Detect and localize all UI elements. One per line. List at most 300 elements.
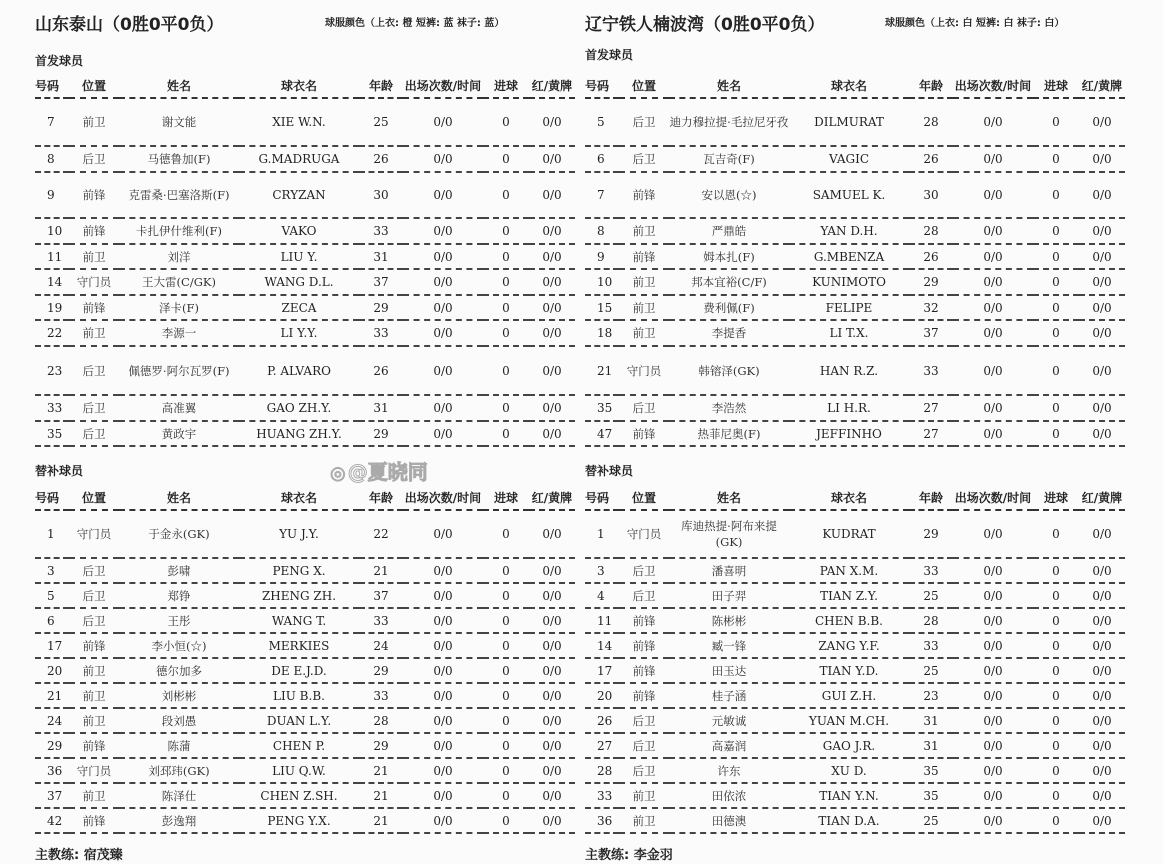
player-row xyxy=(585,708,1125,733)
away-subs-table xyxy=(585,486,1125,834)
player-cards: 0/0 xyxy=(529,758,575,783)
player-name: 德尔加多 xyxy=(119,658,239,683)
player-shirt-name: YUAN M.CH. xyxy=(789,708,909,733)
player-number: 20 xyxy=(35,658,69,683)
player-goals: 0 xyxy=(1033,269,1079,295)
player-shirt-name: WANG T. xyxy=(239,608,359,633)
player-goals: 0 xyxy=(483,218,529,244)
player-number: 4 xyxy=(585,583,619,608)
player-goals: 0 xyxy=(483,269,529,295)
player-row xyxy=(35,683,575,708)
player-row xyxy=(585,295,1125,320)
player-position: 后卫 xyxy=(69,146,119,172)
player-goals: 0 xyxy=(483,633,529,658)
player-name: 克雷桑·巴塞洛斯(F) xyxy=(119,172,239,218)
player-position: 前锋 xyxy=(69,733,119,758)
player-row xyxy=(35,395,575,421)
player-number: 22 xyxy=(35,320,69,346)
player-number: 33 xyxy=(585,783,619,808)
player-row xyxy=(35,421,575,446)
col-header-position: 位置 xyxy=(69,74,119,98)
player-position: 前锋 xyxy=(619,683,669,708)
player-number: 14 xyxy=(585,633,619,658)
player-age: 33 xyxy=(359,218,403,244)
player-number: 7 xyxy=(35,98,69,146)
player-shirt-name: CHEN Z.SH. xyxy=(239,783,359,808)
player-age: 26 xyxy=(359,146,403,172)
player-appearances: 0/0 xyxy=(953,395,1033,421)
player-row xyxy=(35,172,575,218)
player-row xyxy=(585,558,1125,583)
player-goals: 0 xyxy=(483,244,529,269)
player-name: 韩镕泽(GK) xyxy=(669,346,789,395)
player-appearances: 0/0 xyxy=(953,758,1033,783)
player-appearances: 0/0 xyxy=(953,708,1033,733)
player-position: 后卫 xyxy=(69,558,119,583)
col-header-appearances: 出场次数/时间 xyxy=(403,74,483,98)
player-appearances: 0/0 xyxy=(403,733,483,758)
player-row xyxy=(585,244,1125,269)
col-header-number: 号码 xyxy=(35,486,69,510)
player-appearances: 0/0 xyxy=(403,658,483,683)
col-header-age: 年龄 xyxy=(359,486,403,510)
player-age: 30 xyxy=(359,172,403,218)
player-name: 田依浓 xyxy=(669,783,789,808)
player-number: 9 xyxy=(35,172,69,218)
player-name: 李源一 xyxy=(119,320,239,346)
player-age: 33 xyxy=(909,558,953,583)
player-age: 28 xyxy=(909,608,953,633)
player-row xyxy=(585,608,1125,633)
player-cards: 0/0 xyxy=(529,218,575,244)
player-number: 3 xyxy=(35,558,69,583)
player-position: 前锋 xyxy=(619,658,669,683)
watermark-text: @夏晓同 xyxy=(347,460,428,484)
player-number: 36 xyxy=(35,758,69,783)
col-header-cards: 红/黄牌 xyxy=(1079,486,1125,510)
player-name: 泽卡(F) xyxy=(119,295,239,320)
player-row xyxy=(585,146,1125,172)
player-appearances: 0/0 xyxy=(953,658,1033,683)
player-name: 邦本宜裕(C/F) xyxy=(669,269,789,295)
header-row xyxy=(35,486,575,510)
player-name: 田玉达 xyxy=(669,658,789,683)
player-goals: 0 xyxy=(1033,633,1079,658)
player-number: 33 xyxy=(35,395,69,421)
player-name: 元敏诚 xyxy=(669,708,789,733)
player-age: 28 xyxy=(909,218,953,244)
player-name: 陈彬彬 xyxy=(669,608,789,633)
player-position: 前锋 xyxy=(69,172,119,218)
player-shirt-name: ZANG Y.F. xyxy=(789,633,909,658)
player-goals: 0 xyxy=(483,172,529,218)
player-name: 佩德罗·阿尔瓦罗(F) xyxy=(119,346,239,395)
player-row xyxy=(585,395,1125,421)
player-position: 前卫 xyxy=(619,783,669,808)
player-age: 25 xyxy=(909,583,953,608)
player-cards: 0/0 xyxy=(529,98,575,146)
player-number: 18 xyxy=(585,320,619,346)
player-row xyxy=(585,683,1125,708)
player-cards: 0/0 xyxy=(1079,783,1125,808)
player-cards: 0/0 xyxy=(1079,633,1125,658)
player-name: 彭啸 xyxy=(119,558,239,583)
player-name: 郑铮 xyxy=(119,583,239,608)
player-shirt-name: VAKO xyxy=(239,218,359,244)
player-appearances: 0/0 xyxy=(953,733,1033,758)
player-name: 于金永(GK) xyxy=(119,510,239,558)
player-shirt-name: TIAN Y.D. xyxy=(789,658,909,683)
player-number: 1 xyxy=(585,510,619,558)
player-goals: 0 xyxy=(483,758,529,783)
player-age: 26 xyxy=(359,346,403,395)
player-age: 35 xyxy=(909,783,953,808)
col-header-cards: 红/黄牌 xyxy=(1079,74,1125,98)
col-header-shirt-name: 球衣名 xyxy=(789,486,909,510)
player-shirt-name: CHEN B.B. xyxy=(789,608,909,633)
player-age: 33 xyxy=(909,346,953,395)
player-goals: 0 xyxy=(1033,783,1079,808)
player-cards: 0/0 xyxy=(529,608,575,633)
player-goals: 0 xyxy=(1033,583,1079,608)
player-cards: 0/0 xyxy=(1079,658,1125,683)
player-position: 前卫 xyxy=(69,658,119,683)
player-name: 马德鲁加(F) xyxy=(119,146,239,172)
player-name: 热菲尼奥(F) xyxy=(669,421,789,446)
home-subs-table xyxy=(35,486,575,834)
player-number: 8 xyxy=(35,146,69,172)
player-position: 后卫 xyxy=(69,583,119,608)
player-position: 后卫 xyxy=(619,98,669,146)
player-row xyxy=(585,733,1125,758)
player-shirt-name: YAN D.H. xyxy=(789,218,909,244)
player-number: 6 xyxy=(585,146,619,172)
player-row xyxy=(35,244,575,269)
player-position: 前锋 xyxy=(69,633,119,658)
player-shirt-name: TIAN Z.Y. xyxy=(789,583,909,608)
player-goals: 0 xyxy=(483,783,529,808)
player-position: 前卫 xyxy=(69,683,119,708)
player-cards: 0/0 xyxy=(529,269,575,295)
col-header-goals: 进球 xyxy=(1033,74,1079,98)
player-row xyxy=(585,808,1125,833)
player-goals: 0 xyxy=(1033,733,1079,758)
col-header-goals: 进球 xyxy=(483,74,529,98)
player-appearances: 0/0 xyxy=(953,295,1033,320)
player-cards: 0/0 xyxy=(529,633,575,658)
col-header-position: 位置 xyxy=(69,486,119,510)
player-cards: 0/0 xyxy=(1079,421,1125,446)
player-row xyxy=(35,733,575,758)
player-position: 后卫 xyxy=(619,395,669,421)
player-number: 20 xyxy=(585,683,619,708)
player-shirt-name: G.MBENZA xyxy=(789,244,909,269)
player-position: 前卫 xyxy=(69,244,119,269)
player-name: 王大雷(C/GK) xyxy=(119,269,239,295)
player-goals: 0 xyxy=(1033,146,1079,172)
player-name: 陈蒲 xyxy=(119,733,239,758)
player-age: 29 xyxy=(909,269,953,295)
away-subs-label: 替补球员 xyxy=(585,464,634,478)
player-goals: 0 xyxy=(1033,708,1079,733)
player-number: 1 xyxy=(35,510,69,558)
player-appearances: 0/0 xyxy=(403,269,483,295)
player-cards: 0/0 xyxy=(529,783,575,808)
player-cards: 0/0 xyxy=(1079,295,1125,320)
player-number: 47 xyxy=(585,421,619,446)
player-age: 23 xyxy=(909,683,953,708)
player-position: 守门员 xyxy=(69,510,119,558)
player-goals: 0 xyxy=(483,558,529,583)
player-shirt-name: GUI Z.H. xyxy=(789,683,909,708)
player-shirt-name: HUANG ZH.Y. xyxy=(239,421,359,446)
col-header-number: 号码 xyxy=(585,74,619,98)
player-shirt-name: ZECA xyxy=(239,295,359,320)
player-position: 前卫 xyxy=(69,783,119,808)
player-position: 后卫 xyxy=(619,708,669,733)
player-cards: 0/0 xyxy=(1079,98,1125,146)
player-goals: 0 xyxy=(1033,608,1079,633)
player-appearances: 0/0 xyxy=(403,633,483,658)
player-age: 31 xyxy=(909,708,953,733)
player-position: 前锋 xyxy=(69,295,119,320)
player-goals: 0 xyxy=(1033,510,1079,558)
col-header-appearances: 出场次数/时间 xyxy=(403,486,483,510)
col-header-goals: 进球 xyxy=(483,486,529,510)
away-coach: 主教练: 李金羽 xyxy=(585,848,673,863)
player-row xyxy=(35,295,575,320)
player-shirt-name: ZHENG ZH. xyxy=(239,583,359,608)
player-position: 前卫 xyxy=(619,269,669,295)
player-row xyxy=(585,98,1125,146)
player-name: 谢文能 xyxy=(119,98,239,146)
player-age: 21 xyxy=(359,808,403,833)
player-age: 28 xyxy=(909,98,953,146)
player-goals: 0 xyxy=(483,421,529,446)
player-shirt-name: LI Y.Y. xyxy=(239,320,359,346)
player-row xyxy=(585,269,1125,295)
home-coach: 主教练: 宿茂臻 xyxy=(35,848,123,863)
player-cards: 0/0 xyxy=(1079,146,1125,172)
player-goals: 0 xyxy=(483,98,529,146)
player-name: 高准翼 xyxy=(119,395,239,421)
player-age: 29 xyxy=(909,510,953,558)
player-goals: 0 xyxy=(1033,320,1079,346)
player-appearances: 0/0 xyxy=(403,244,483,269)
player-cards: 0/0 xyxy=(529,320,575,346)
player-goals: 0 xyxy=(1033,421,1079,446)
away-team-title: 辽宁铁人楠波湾（0胜0平0负） xyxy=(585,15,825,35)
player-appearances: 0/0 xyxy=(403,146,483,172)
player-position: 守门员 xyxy=(619,510,669,558)
player-number: 35 xyxy=(585,395,619,421)
player-cards: 0/0 xyxy=(529,683,575,708)
player-row xyxy=(585,510,1125,558)
col-header-cards: 红/黄牌 xyxy=(529,486,575,510)
player-number: 10 xyxy=(35,218,69,244)
col-header-age: 年龄 xyxy=(359,74,403,98)
player-position: 后卫 xyxy=(619,583,669,608)
player-number: 23 xyxy=(35,346,69,395)
player-cards: 0/0 xyxy=(1079,733,1125,758)
player-age: 29 xyxy=(359,295,403,320)
player-number: 26 xyxy=(585,708,619,733)
home-team-title: 山东泰山（0胜0平0负） xyxy=(35,15,224,35)
player-row xyxy=(35,783,575,808)
player-age: 31 xyxy=(359,244,403,269)
player-appearances: 0/0 xyxy=(953,320,1033,346)
col-header-cards: 红/黄牌 xyxy=(529,74,575,98)
player-appearances: 0/0 xyxy=(953,218,1033,244)
player-goals: 0 xyxy=(1033,346,1079,395)
player-goals: 0 xyxy=(483,683,529,708)
player-name: 刘洋 xyxy=(119,244,239,269)
player-row xyxy=(585,583,1125,608)
player-goals: 0 xyxy=(1033,244,1079,269)
player-row xyxy=(35,608,575,633)
header-row xyxy=(35,74,575,98)
player-number: 9 xyxy=(585,244,619,269)
player-cards: 0/0 xyxy=(529,808,575,833)
player-cards: 0/0 xyxy=(1079,395,1125,421)
player-appearances: 0/0 xyxy=(403,758,483,783)
player-appearances: 0/0 xyxy=(953,269,1033,295)
col-header-position: 位置 xyxy=(619,486,669,510)
player-appearances: 0/0 xyxy=(953,633,1033,658)
player-number: 7 xyxy=(585,172,619,218)
player-name: 费利佩(F) xyxy=(669,295,789,320)
player-cards: 0/0 xyxy=(529,395,575,421)
player-appearances: 0/0 xyxy=(403,608,483,633)
player-position: 前卫 xyxy=(69,708,119,733)
player-cards: 0/0 xyxy=(1079,808,1125,833)
player-name: 李提香 xyxy=(669,320,789,346)
player-cards: 0/0 xyxy=(529,244,575,269)
player-age: 22 xyxy=(359,510,403,558)
player-shirt-name: LIU B.B. xyxy=(239,683,359,708)
player-shirt-name: LI T.X. xyxy=(789,320,909,346)
player-cards: 0/0 xyxy=(1079,758,1125,783)
player-position: 前锋 xyxy=(619,633,669,658)
player-number: 21 xyxy=(35,683,69,708)
player-shirt-name: P. ALVARO xyxy=(239,346,359,395)
col-header-name: 姓名 xyxy=(119,486,239,510)
player-row xyxy=(585,421,1125,446)
player-goals: 0 xyxy=(1033,295,1079,320)
away-starters-label: 首发球员 xyxy=(585,48,634,62)
header-row xyxy=(585,486,1125,510)
player-number: 6 xyxy=(35,608,69,633)
player-position: 后卫 xyxy=(69,608,119,633)
col-header-shirt-name: 球衣名 xyxy=(789,74,909,98)
player-row xyxy=(35,758,575,783)
player-appearances: 0/0 xyxy=(953,172,1033,218)
player-appearances: 0/0 xyxy=(403,395,483,421)
player-shirt-name: TIAN D.A. xyxy=(789,808,909,833)
col-header-name: 姓名 xyxy=(669,486,789,510)
player-row xyxy=(35,269,575,295)
player-shirt-name: PAN X.M. xyxy=(789,558,909,583)
player-position: 前卫 xyxy=(619,218,669,244)
player-cards: 0/0 xyxy=(529,421,575,446)
player-name: 陈泽仕 xyxy=(119,783,239,808)
player-age: 28 xyxy=(359,708,403,733)
player-appearances: 0/0 xyxy=(953,98,1033,146)
player-goals: 0 xyxy=(483,808,529,833)
player-shirt-name: LIU Q.W. xyxy=(239,758,359,783)
player-age: 29 xyxy=(359,658,403,683)
player-name: 田德澳 xyxy=(669,808,789,833)
player-position: 前卫 xyxy=(619,295,669,320)
player-age: 21 xyxy=(359,783,403,808)
player-appearances: 0/0 xyxy=(953,346,1033,395)
player-cards: 0/0 xyxy=(1079,608,1125,633)
player-name: 彭逸翔 xyxy=(119,808,239,833)
player-shirt-name: GAO ZH.Y. xyxy=(239,395,359,421)
player-name: 段刘愚 xyxy=(119,708,239,733)
player-goals: 0 xyxy=(483,510,529,558)
player-appearances: 0/0 xyxy=(403,295,483,320)
player-age: 35 xyxy=(909,758,953,783)
player-goals: 0 xyxy=(1033,558,1079,583)
player-number: 5 xyxy=(585,98,619,146)
player-row xyxy=(35,658,575,683)
player-appearances: 0/0 xyxy=(403,808,483,833)
player-shirt-name: XU D. xyxy=(789,758,909,783)
player-age: 31 xyxy=(359,395,403,421)
player-position: 前卫 xyxy=(69,98,119,146)
player-position: 后卫 xyxy=(69,395,119,421)
player-row xyxy=(35,510,575,558)
player-shirt-name: JEFFINHO xyxy=(789,421,909,446)
player-shirt-name: DE E.J.D. xyxy=(239,658,359,683)
player-number: 3 xyxy=(585,558,619,583)
player-shirt-name: PENG Y.X. xyxy=(239,808,359,833)
player-position: 前锋 xyxy=(69,218,119,244)
player-row xyxy=(585,758,1125,783)
player-row xyxy=(585,172,1125,218)
player-age: 33 xyxy=(359,683,403,708)
player-goals: 0 xyxy=(483,346,529,395)
player-appearances: 0/0 xyxy=(953,146,1033,172)
player-name: 高嘉润 xyxy=(669,733,789,758)
player-row xyxy=(35,346,575,395)
player-number: 14 xyxy=(35,269,69,295)
player-shirt-name: GAO J.R. xyxy=(789,733,909,758)
player-row xyxy=(585,320,1125,346)
player-row xyxy=(585,633,1125,658)
player-goals: 0 xyxy=(1033,218,1079,244)
player-goals: 0 xyxy=(1033,808,1079,833)
col-header-goals: 进球 xyxy=(1033,486,1079,510)
player-name: 李浩然 xyxy=(669,395,789,421)
col-header-name: 姓名 xyxy=(669,74,789,98)
player-row xyxy=(35,218,575,244)
col-header-position: 位置 xyxy=(619,74,669,98)
player-position: 前锋 xyxy=(619,421,669,446)
player-shirt-name: FELIPE xyxy=(789,295,909,320)
player-shirt-name: YU J.Y. xyxy=(239,510,359,558)
player-goals: 0 xyxy=(483,708,529,733)
player-appearances: 0/0 xyxy=(403,683,483,708)
player-cards: 0/0 xyxy=(1079,320,1125,346)
player-position: 后卫 xyxy=(619,146,669,172)
player-appearances: 0/0 xyxy=(403,218,483,244)
player-name: 瓦吉奇(F) xyxy=(669,146,789,172)
player-name: 潘喜明 xyxy=(669,558,789,583)
home-starters-table xyxy=(35,74,575,447)
player-shirt-name: KUDRAT xyxy=(789,510,909,558)
